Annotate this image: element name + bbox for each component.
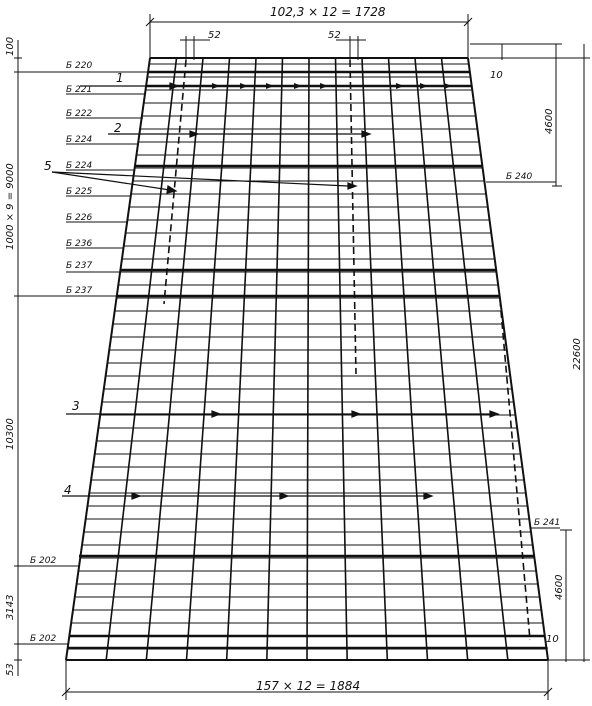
dim-middle-zone: 10300 [5,418,16,450]
dim-right-upper: 4600 [544,108,555,134]
mark-label: Б 202 [30,634,57,644]
dim-gap-top: 10 [490,70,503,81]
mark-label: Б 220 [66,61,93,71]
mark-label-right: Б 240 [506,172,533,182]
dim-lower-zone: 3143 [5,594,16,620]
callout-number: 3 [72,399,80,413]
dim-gap-bottom: 10 [546,634,559,645]
mark-label: Б 237 [66,286,93,296]
callout-number: 2 [114,121,122,135]
dim-upper-zone: 1000 × 9 = 9000 [5,163,16,250]
mark-label: Б 224 [66,135,93,145]
dim-top-edge: 100 [5,36,16,56]
mark-label: Б 202 [30,556,57,566]
mark-label: Б 225 [66,187,93,197]
callout-number: 5 [44,159,52,173]
callout-number: 1 [116,71,124,85]
mark-label: Б 222 [66,109,93,119]
dim-total-height: 22600 [572,338,583,370]
dim-right-lower: 4600 [554,574,565,600]
mark-label: Б 237 [66,261,93,271]
mark-label: Б 236 [66,239,93,249]
dim-bottom-edge: 53 [5,663,16,676]
mark-label: Б 226 [66,213,93,223]
mark-label-right: Б 241 [534,518,561,528]
callout-number: 4 [64,483,72,497]
mark-label: Б 221 [66,85,93,95]
dim-spacing-b: 52 [328,30,341,41]
dim-spacing-a: 52 [208,30,221,41]
dim-bottom-span: 157 × 12 = 1884 [256,679,361,693]
dim-top-span: 102,3 × 12 = 1728 [270,5,386,19]
mark-label: Б 224 [66,161,93,171]
